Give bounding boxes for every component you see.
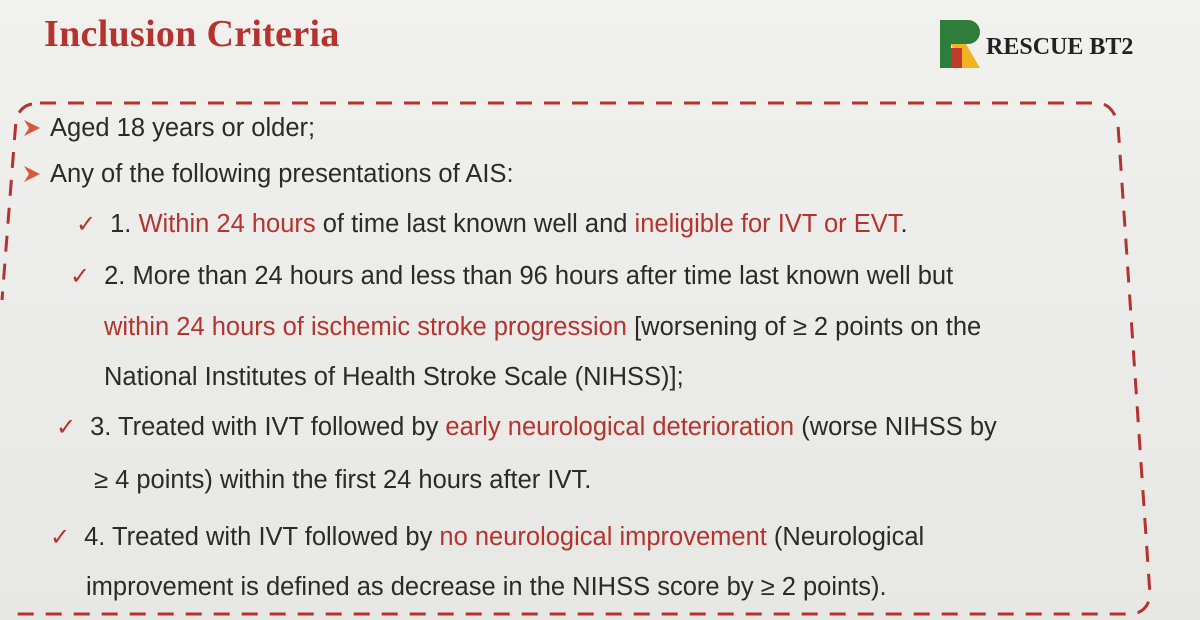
sub4-pre: 4. Treated with IVT followed by — [84, 523, 440, 551]
sub2-highlight: within 24 hours of ischemic stroke progression — [104, 313, 627, 341]
sub1-pre: 1. — [110, 210, 139, 238]
sub1-highlight-1: Within 24 hours — [138, 210, 316, 238]
sub3-post: (worse NIHSS by — [794, 413, 997, 441]
sub-criterion-3-line2 — [94, 465, 591, 495]
check-icon: ✓ — [56, 414, 77, 441]
sub3-line2: ≥ 4 points) within the first 24 hours after IVT. — [94, 466, 592, 494]
check-icon: ✓ — [50, 524, 71, 551]
rescue-bt2-logo — [940, 20, 1180, 70]
sub-criterion-1 — [76, 209, 908, 240]
logo-mark-icon — [940, 20, 984, 70]
slide-title: Inclusion Criteria — [44, 13, 340, 55]
criterion-presentations — [22, 159, 514, 189]
criterion-presentations-text: Any of the following presentations of AIS: — [50, 160, 514, 188]
sub3-highlight: early neurological deterioration — [445, 413, 795, 441]
sub1-highlight-2: ineligible for IVT or EVT — [634, 210, 901, 238]
logo-text: RESCUE BT2 — [986, 34, 1134, 60]
sub4-line2: improvement is defined as decrease in the NIHSS score by ≥ 2 points). — [86, 573, 887, 601]
check-icon: ✓ — [76, 211, 97, 238]
sub-criterion-4-line2 — [86, 572, 887, 602]
sub-criterion-3-line1 — [56, 412, 997, 443]
sub1-post: . — [900, 210, 908, 238]
sub1-mid: of time last known well and — [315, 210, 635, 238]
criterion-age-text: Aged 18 years or older; — [50, 114, 316, 142]
criterion-age — [22, 113, 315, 143]
sub2-line3: National Institutes of Health Stroke Scale (NIHSS)]; — [104, 363, 684, 391]
sub3-pre: 3. Treated with IVT followed by — [90, 413, 446, 441]
sub2-line1: 2. More than 24 hours and less than 96 hours after time last known well but — [104, 262, 954, 290]
sub-criterion-2-line1 — [70, 261, 953, 292]
sub4-highlight: no neurological improvement — [439, 523, 767, 551]
sub-criterion-2-line2 — [104, 312, 981, 342]
arrow-bullet-icon — [22, 118, 42, 138]
sub4-post: (Neurological — [766, 523, 925, 551]
sub-criterion-4-line1 — [50, 522, 924, 553]
sub-criterion-2-line3 — [104, 362, 684, 392]
sub2-line2-post: [worsening of ≥ 2 points on the — [627, 313, 982, 341]
arrow-bullet-icon — [22, 164, 42, 184]
check-icon: ✓ — [70, 263, 91, 290]
